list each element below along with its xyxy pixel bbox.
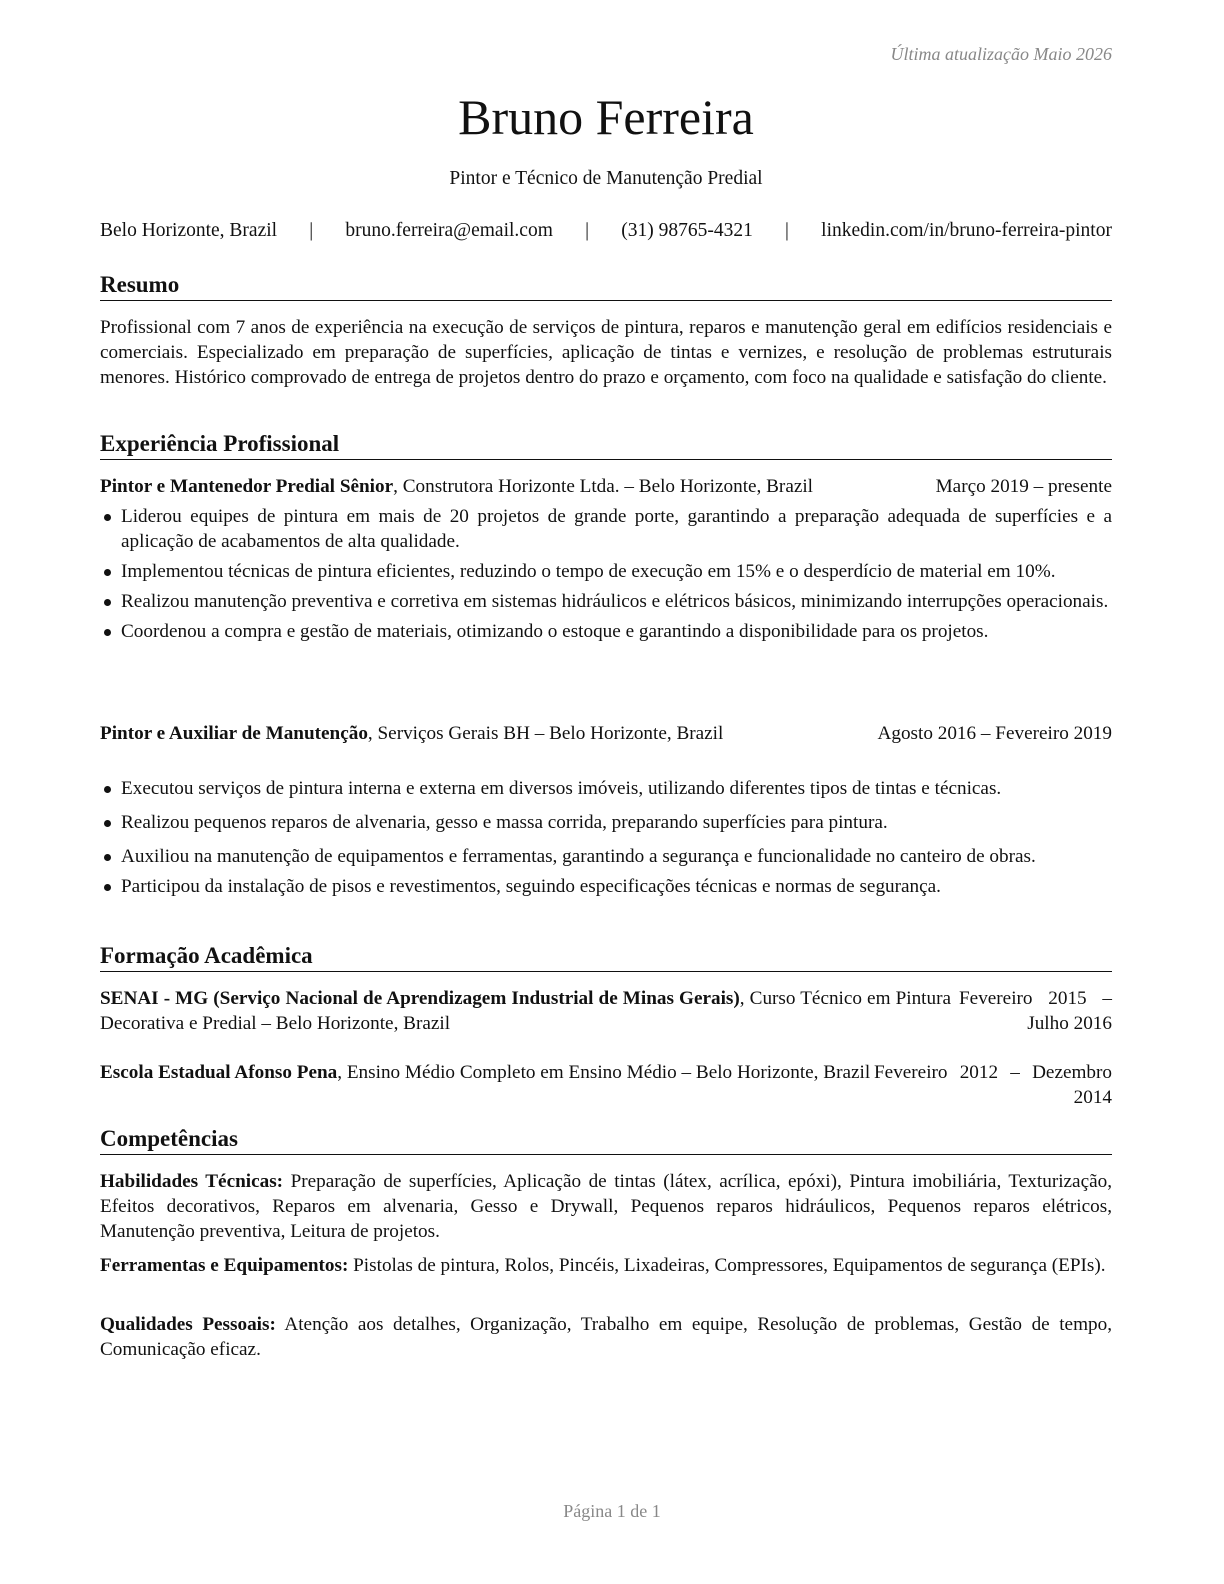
job-header xyxy=(100,721,1112,746)
contact-email[interactable]: bruno.ferreira@email.com xyxy=(345,220,553,241)
skills-label: Habilidades Técnicas: xyxy=(100,1171,284,1192)
section-heading-summary: Resumo xyxy=(100,271,1112,301)
section-heading-skills: Competências xyxy=(100,1125,1112,1155)
job-bullets xyxy=(100,776,1112,899)
list-item: Auxiliou na manutenção de equipamentos e ferramentas, garantindo a segurança e funcionalidade no canteiro de obras. xyxy=(100,844,1112,869)
list-item: Executou serviços de pintura interna e externa em diversos imóveis, utilizando diferentes tipos de tintas e técnicas. xyxy=(100,776,1112,801)
education-dates: Fevereiro 2012 – Dezembro 2014 xyxy=(874,1062,1112,1108)
skills-label: Ferramentas e Equipamentos: xyxy=(100,1255,349,1276)
job-company: , Construtora Horizonte Ltda. – Belo Horizonte, Brazil xyxy=(393,476,814,497)
candidate-title: Pintor e Técnico de Manutenção Predial xyxy=(449,168,763,189)
list-item: Liderou equipes de pintura em mais de 20 projetos de grande porte, garantindo a preparação adequada de superfícies e a aplicação de acabamentos de alta qualidade. xyxy=(100,504,1112,554)
list-item: Implementou técnicas de pintura eficientes, reduzindo o tempo de execução em 15% e o desperdício de material em 10%. xyxy=(100,559,1112,584)
education-item xyxy=(100,1060,1112,1110)
job-company: , Serviços Gerais BH – Belo Horizonte, Brazil xyxy=(367,723,724,744)
education-title-line xyxy=(100,1060,874,1110)
candidate-name: Bruno Ferreira xyxy=(458,89,754,145)
education-detail: , Ensino Médio Completo em Ensino Médio – Belo Horizonte, Brazil xyxy=(337,1062,871,1083)
contact-separator: | xyxy=(585,220,589,241)
summary-text: Profissional com 7 anos de experiência na execução de serviços de pintura, reparos e manutenção geral em edifícios residenciais e comerciais. Especializado em preparação de superfícies, aplicação de tintas e vernizes, e resolução de problemas estruturais menores. Histórico comprovado de entrega de projetos dentro do prazo e orçamento, com foco na qualidade e satisfação do cliente. xyxy=(100,317,1112,388)
section-heading-education: Formação Acadêmica xyxy=(100,942,1112,972)
education-institution: Escola Estadual Afonso Pena xyxy=(100,1062,338,1083)
list-item: Realizou pequenos reparos de alvenaria, gesso e massa corrida, preparando superfícies para pintura. xyxy=(100,810,1112,835)
contact-linkedin[interactable]: linkedin.com/in/bruno-ferreira-pintor xyxy=(821,220,1112,241)
last-updated: Última atualização Maio 2026 xyxy=(890,44,1112,64)
contact-line xyxy=(100,218,1112,244)
list-item: Participou da instalação de pisos e revestimentos, seguindo especificações técnicas e normas de segurança. xyxy=(100,874,1112,899)
education-detail: , Curso Técnico em Pintura Decorativa e Predial – Belo Horizonte, Brazil xyxy=(100,988,951,1034)
skills-text: Atenção aos detalhes, Organização, Trabalho em equipe, Resolução de problemas, Gestão de tempo, Comunicação eficaz. xyxy=(100,1314,1112,1360)
section-heading-experience: Experiência Profissional xyxy=(100,430,1112,460)
list-item: Realizou manutenção preventiva e corretiva em sistemas hidráulicos e elétricos básicos, minimizando interrupções operacionais. xyxy=(100,589,1112,614)
education-title-line xyxy=(100,986,959,1036)
job-header xyxy=(100,474,1112,499)
skills-text: Preparação de superfícies, Aplicação de tintas (látex, acrílica, epóxi), Pintura imobiliária, Texturização, Efeitos decorativos, Reparos em alvenaria, Gesso e Drywall, Pequenos reparos hidráulicos, Pequenos reparos elétricos, Manutenção preventiva, Leitura de projetos. xyxy=(100,1171,1112,1242)
page-number: Página 1 de 1 xyxy=(563,1501,661,1521)
education-institution: SENAI - MG (Serviço Nacional de Aprendizagem Industrial de Minas Gerais) xyxy=(100,988,740,1009)
contact-phone: (31) 98765-4321 xyxy=(621,220,753,241)
skills-group xyxy=(100,1169,1112,1244)
contact-separator: | xyxy=(309,220,314,241)
skills-group xyxy=(100,1312,1112,1362)
education-dates: Fevereiro 2015 – Julho 2016 xyxy=(959,988,1112,1034)
job-role: Pintor e Auxiliar de Manutenção xyxy=(100,723,368,744)
education-item xyxy=(100,986,1112,1036)
job-dates: Agosto 2016 – Fevereiro 2019 xyxy=(877,723,1112,744)
skills-label: Qualidades Pessoais: xyxy=(100,1314,276,1335)
list-item: Coordenou a compra e gestão de materiais, otimizando o estoque e garantindo a disponibilidade para os projetos. xyxy=(100,619,1112,644)
job-role: Pintor e Mantenedor Predial Sênior xyxy=(100,476,394,497)
contact-location: Belo Horizonte, Brazil xyxy=(100,220,278,241)
job-title-line xyxy=(100,721,877,746)
skills-group xyxy=(100,1253,1112,1278)
contact-separator: | xyxy=(785,220,789,241)
job-title-line xyxy=(100,474,936,499)
job-dates: Março 2019 – presente xyxy=(935,476,1112,497)
skills-text: Pistolas de pintura, Rolos, Pincéis, Lixadeiras, Compressores, Equipamentos de segurança (EPIs). xyxy=(348,1255,1106,1276)
job-bullets xyxy=(100,504,1112,644)
